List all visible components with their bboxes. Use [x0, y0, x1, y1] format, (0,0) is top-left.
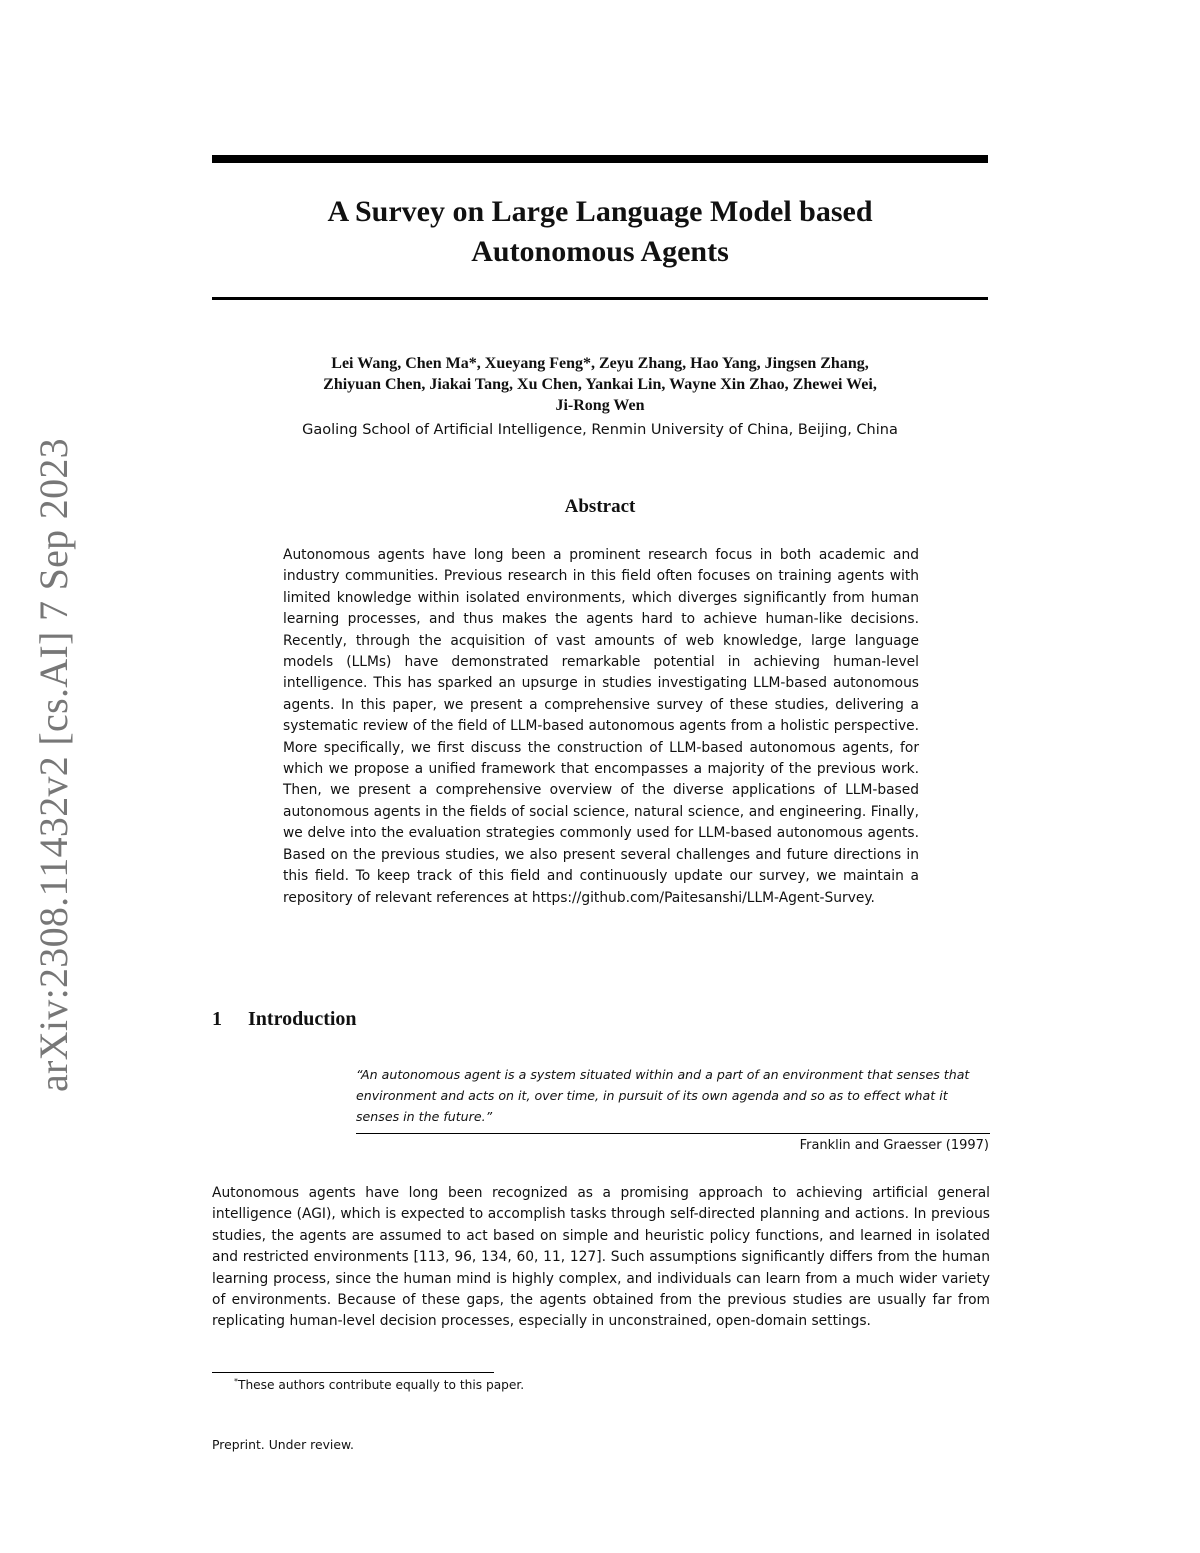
author-line-1: Lei Wang, Chen Ma*, Xueyang Feng*, Zeyu Zhang, Hao Yang, Jingsen Zhang, — [331, 355, 869, 372]
footnote-text: These authors contribute equally to this paper. — [238, 1378, 525, 1393]
author-line-2: Zhiyuan Chen, Jiakai Tang, Xu Chen, Yankai Lin, Wayne Xin Zhao, Zhewei Wei, — [323, 376, 877, 393]
abstract-text: Autonomous agents have long been a prominent research focus in both academic and industry communities. Previous research in this field often focuses on training agents with limited knowledge within isolated environments, which diverges significantly from human learning processes, and thus makes the agents hard to achieve human-like decisions. Recently, through the acquisition of vast amounts of web knowledge, large language models (LLMs) have demonstrated remarkable potential in achieving human-level intelligence. This has sparked an upsurge in studies investigating LLM-based autonomous agents. In this paper, we present a comprehensive survey of these studies, delivering a systematic review of the field of LLM-based autonomous agents from a holistic perspective. More specifically, we first discuss the construction of LLM-based autonomous agents, for which we propose a unified framework that encompasses a majority of the previous work. Then, we present a comprehensive overview of the diverse applications of LLM-based autonomous agents in the fields of social science, natural science, and engineering. Finally, we delve into the evaluation strategies commonly used for LLM-based autonomous agents. Based on the previous studies, we also present several challenges and future directions in this field. To keep track of this field and continuously update our survey, we maintain a repository of relevant references at https://github.com/Paitesanshi/LLM-Agent-Survey. — [283, 547, 919, 906]
section-title: Introduction — [248, 1008, 357, 1030]
affiliation: Gaoling School of Artificial Intelligence, Renmin University of China, Beijing, China — [302, 422, 898, 438]
arxiv-identifier: arXiv:2308.11432v2 [cs.AI] 7 Sep 2023 — [31, 438, 76, 1092]
section-heading-introduction — [212, 1008, 357, 1031]
footnote-rule — [212, 1372, 494, 1373]
section-number: 1 — [212, 1008, 222, 1030]
footnote-mark: * — [234, 1377, 238, 1386]
quote-rule — [356, 1133, 990, 1134]
title-bottom-rule — [212, 297, 988, 300]
author-line-3: Ji-Rong Wen — [555, 397, 645, 414]
title-line-1: A Survey on Large Language Model based — [327, 195, 873, 228]
title-top-rule — [212, 155, 988, 163]
title-line-2: Autonomous Agents — [471, 235, 729, 268]
quote-attribution: Franklin and Graesser (1997) — [799, 1138, 989, 1153]
author-list — [212, 353, 988, 416]
paper-title — [212, 192, 988, 272]
epigraph-quote: “An autonomous agent is a system situated within and a part of an environment that senses that environment and acts on it, over time, in pursuit of its own agenda and so as to effect what it senses in the future.” — [356, 1067, 970, 1124]
footnote — [234, 1377, 524, 1392]
intro-paragraph: Autonomous agents have long been recognized as a promising approach to achieving artificial general intelligence (AGI), which is expected to accomplish tasks through self-directed planning and actions. In previous studies, the agents are assumed to act based on simple and heuristic policy functions, and learned in isolated and restricted environments [113, 96, 134, 60, 11, 127]. Such assumptions significantly differs from the human learning process, since the human mind is highly complex, and individuals can learn from a much wider variety of environments. Because of these gaps, the agents obtained from the previous studies are usually far from replicating human-level decision processes, especially in unconstrained, open-domain settings. — [212, 1185, 990, 1330]
page-footer: Preprint. Under review. — [212, 1437, 354, 1452]
abstract-heading: Abstract — [564, 496, 636, 517]
